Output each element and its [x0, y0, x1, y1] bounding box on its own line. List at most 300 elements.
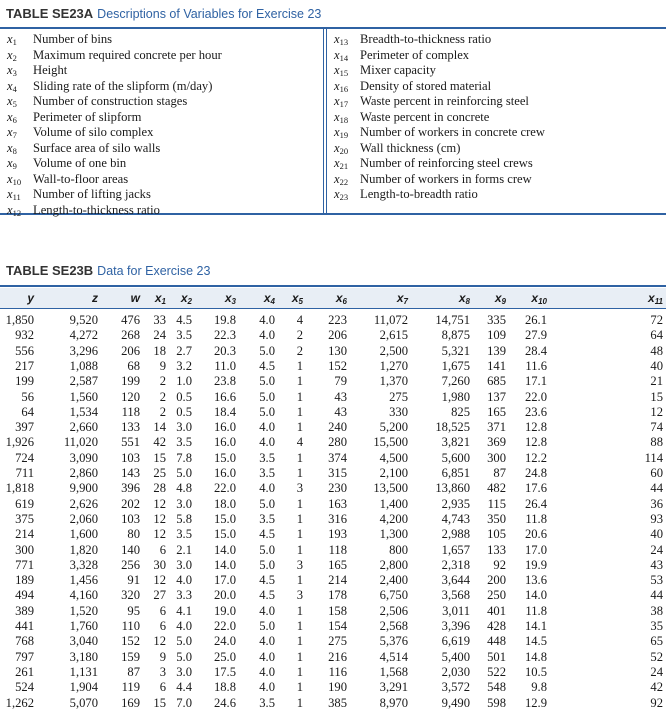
table-cell: 130 — [328, 343, 347, 358]
table-cell: 2,030 — [441, 664, 470, 679]
table-row — [0, 634, 666, 649]
table-cell: 1 — [296, 389, 303, 404]
table-cell: 21 — [650, 374, 663, 389]
table-cell: 482 — [487, 481, 506, 496]
variable-index: 22 — [339, 176, 349, 187]
table-cell: 15.0 — [213, 450, 236, 465]
table-cell: 1 — [296, 358, 303, 373]
table-cell: 13,860 — [435, 481, 470, 496]
variable-description: Mixer capacity — [360, 63, 436, 77]
table-cell: 24 — [650, 542, 663, 557]
table-cell: 159 — [121, 649, 140, 664]
table-cell: 1 — [296, 511, 303, 526]
table-cell: 374 — [328, 450, 347, 465]
variable-description: Waste percent in reinforcing steel — [360, 94, 529, 108]
table-cell: 2.1 — [176, 542, 192, 557]
variable-row — [7, 110, 222, 126]
variable-row — [7, 48, 222, 64]
table-cell: 152 — [328, 358, 347, 373]
variable-symbol: $x_{13}$ — [334, 32, 349, 47]
variable-symbol: $x_{11}$ — [7, 187, 21, 202]
table-cell: 2 — [296, 343, 303, 358]
variable-description: Surface area of silo walls — [33, 140, 161, 155]
variable-symbol: $x_{18}$ — [334, 109, 349, 125]
variable-index: 12 — [12, 207, 22, 218]
variable-row — [7, 79, 222, 95]
variable-index: 17 — [339, 99, 349, 109]
table-row — [0, 328, 666, 343]
table-cell: 193 — [328, 527, 347, 542]
table-cell: 1,300 — [379, 527, 408, 542]
table-a-left-column — [7, 32, 222, 218]
table-cell: 685 — [487, 374, 506, 389]
table-cell: 9 — [159, 358, 166, 373]
table-cell: 3,011 — [442, 603, 470, 618]
table-cell: 3,568 — [441, 588, 470, 603]
table-cell: 12 — [153, 511, 166, 526]
table-cell: 116 — [328, 664, 347, 679]
table-cell: 5.0 — [176, 649, 192, 664]
table-a-divider — [323, 29, 324, 213]
variable-index: 2 — [12, 52, 17, 63]
table-b-label: TABLE SE23B — [6, 263, 94, 278]
table-cell: 137 — [487, 389, 506, 404]
table-cell: 4 — [296, 435, 303, 450]
table-cell: 44 — [650, 481, 663, 496]
table-cell: 206 — [328, 328, 347, 343]
column-header: z — [92, 291, 98, 305]
table-cell: 119 — [121, 680, 140, 695]
table-cell: 16.0 — [213, 466, 236, 480]
table-row — [0, 451, 666, 466]
table-cell: 189 — [15, 573, 34, 588]
table-cell: 556 — [15, 343, 34, 358]
variable-symbol: $x_5$ — [7, 94, 17, 109]
table-cell: 825 — [451, 404, 470, 419]
table-row — [0, 619, 666, 634]
table-cell: 2 — [296, 328, 303, 343]
table-cell: 385 — [328, 695, 347, 710]
table-cell: 11,020 — [63, 435, 98, 450]
table-cell: 315 — [328, 466, 347, 480]
table-cell: 11.0 — [214, 358, 236, 373]
variable-description: Height — [33, 63, 68, 77]
table-cell: 114 — [644, 450, 663, 465]
variable-row — [334, 156, 545, 172]
variable-index: 1 — [12, 37, 17, 47]
table-cell: 9 — [159, 649, 166, 664]
table-a-title — [6, 5, 321, 23]
table-row — [0, 543, 666, 558]
table-cell: 300 — [487, 450, 506, 465]
table-cell: 17.0 — [524, 542, 547, 557]
table-cell: 5.0 — [259, 404, 275, 419]
column-header-index: 9 — [501, 297, 506, 306]
table-cell: 30 — [153, 557, 166, 572]
variable-symbol: $x_2$ — [7, 47, 17, 63]
variable-description: Number of lifting jacks — [33, 187, 151, 201]
table-cell: 3,328 — [69, 557, 98, 572]
table-cell: 12 — [153, 527, 166, 542]
table-cell: 5.0 — [259, 619, 275, 633]
variable-symbol: $x_7$ — [7, 125, 17, 140]
table-row — [0, 497, 666, 512]
table-cell: 1,818 — [5, 481, 34, 496]
table-cell: 3.3 — [176, 588, 192, 603]
table-cell: 1,904 — [69, 680, 98, 695]
variable-symbol: $x_{20}$ — [334, 140, 349, 156]
variable-index: 23 — [339, 192, 349, 202]
table-cell: 42 — [650, 680, 663, 695]
table-cell: 64 — [21, 404, 34, 419]
table-cell: 1,520 — [69, 603, 98, 618]
table-cell: 2,400 — [379, 573, 408, 588]
table-cell: 92 — [650, 695, 663, 710]
table-cell: 1,657 — [441, 542, 470, 557]
table-cell: 5,200 — [379, 420, 408, 435]
table-cell: 16.0 — [213, 420, 236, 435]
table-cell: 139 — [487, 343, 506, 358]
table-cell: 2 — [159, 374, 166, 389]
table-cell: 14.1 — [524, 619, 547, 633]
table-cell: 9,520 — [69, 313, 98, 327]
table-cell: 932 — [15, 328, 34, 343]
table-cell: 548 — [487, 680, 506, 695]
column-header-index: 10 — [538, 297, 547, 306]
table-cell: 369 — [487, 435, 506, 450]
table-cell: 3.0 — [176, 557, 192, 572]
table-cell: 42 — [153, 435, 166, 450]
variable-description: Number of workers in concrete crew — [360, 125, 545, 139]
table-cell: 5.0 — [176, 634, 192, 649]
table-row — [0, 573, 666, 588]
table-cell: 3,040 — [69, 634, 98, 649]
variable-description: Maximum required concrete per hour — [33, 47, 222, 62]
table-cell: 1 — [296, 664, 303, 679]
table-cell: 230 — [328, 481, 347, 496]
table-cell: 24 — [153, 328, 166, 343]
table-cell: 3 — [296, 557, 303, 572]
table-cell: 2,860 — [69, 466, 98, 480]
table-cell: 14.8 — [524, 649, 547, 664]
variable-index: 15 — [339, 68, 349, 78]
table-cell: 6 — [159, 603, 166, 618]
table-cell: 2,500 — [379, 343, 408, 358]
table-cell: 5.0 — [259, 496, 275, 511]
table-cell: 375 — [15, 511, 34, 526]
table-cell: 15 — [153, 450, 166, 465]
table-cell: 4,500 — [379, 450, 408, 465]
table-cell: 92 — [493, 557, 506, 572]
table-cell: 2,988 — [441, 527, 470, 542]
table-cell: 3,821 — [441, 435, 470, 450]
variable-symbol: $x_{19}$ — [334, 125, 349, 140]
table-cell: 163 — [328, 496, 347, 511]
table-cell: 1 — [296, 496, 303, 511]
table-cell: 4.0 — [259, 435, 275, 450]
table-cell: 5.0 — [259, 389, 275, 404]
table-cell: 1,820 — [69, 542, 98, 557]
table-cell: 2,060 — [69, 511, 98, 526]
table-cell: 1,456 — [69, 573, 98, 588]
table-cell: 199 — [121, 374, 140, 389]
variable-symbol: $x_4$ — [7, 78, 17, 94]
table-cell: 26.4 — [524, 496, 547, 511]
variable-row — [334, 32, 545, 48]
table-cell: 3,090 — [69, 450, 98, 465]
variable-symbol: $x_{15}$ — [334, 63, 349, 78]
table-cell: 1 — [296, 619, 303, 633]
variable-symbol: $x_{10}$ — [7, 171, 22, 187]
table-cell: 3.5 — [259, 450, 275, 465]
table-cell: 18,525 — [435, 420, 470, 435]
variable-index: 8 — [12, 145, 17, 156]
table-row — [0, 405, 666, 420]
table-cell: 25 — [153, 466, 166, 480]
table-row — [0, 374, 666, 389]
table-cell: 22.3 — [213, 328, 236, 343]
variable-description: Number of workers in forms crew — [360, 171, 532, 186]
table-cell: 6 — [159, 680, 166, 695]
table-cell: 43 — [650, 557, 663, 572]
table-cell: 14.0 — [524, 588, 547, 603]
variable-row — [334, 48, 545, 64]
table-cell: 300 — [15, 542, 34, 557]
table-cell: 4 — [296, 313, 303, 327]
table-cell: 401 — [487, 603, 506, 618]
table-cell: 158 — [328, 603, 347, 618]
table-cell: 3,396 — [441, 619, 470, 633]
table-cell: 40 — [650, 527, 663, 542]
table-cell: 2,615 — [379, 328, 408, 343]
table-cell: 60 — [650, 466, 663, 480]
table-cell: 3.0 — [176, 496, 192, 511]
table-cell: 5.0 — [259, 343, 275, 358]
table-cell: 4.8 — [176, 481, 192, 496]
table-cell: 9,490 — [441, 695, 470, 710]
table-cell: 4.5 — [259, 588, 275, 603]
table-cell: 3,180 — [69, 649, 98, 664]
table-cell: 217 — [15, 358, 34, 373]
table-cell: 17.5 — [213, 664, 236, 679]
table-cell: 1,270 — [379, 358, 408, 373]
variable-row — [334, 94, 545, 110]
variable-description: Wall thickness (cm) — [360, 140, 461, 155]
table-cell: 28 — [153, 481, 166, 496]
table-cell: 20.6 — [524, 527, 547, 542]
variable-row — [7, 125, 222, 141]
table-cell: 48 — [650, 343, 663, 358]
table-cell: 522 — [487, 664, 506, 679]
column-header: $x_5$ — [291, 291, 303, 306]
table-cell: 12 — [650, 404, 663, 419]
variable-row — [334, 79, 545, 95]
variable-description: Number of bins — [33, 32, 113, 46]
table-cell: 16.6 — [213, 389, 236, 404]
table-cell: 4,743 — [441, 511, 470, 526]
table-cell: 199 — [15, 374, 34, 389]
table-row — [0, 527, 666, 542]
table-cell: 1,560 — [69, 389, 98, 404]
table-cell: 1,534 — [69, 404, 98, 419]
table-cell: 350 — [487, 511, 506, 526]
table-cell: 16.0 — [213, 435, 236, 450]
variable-index: 9 — [12, 161, 17, 171]
table-cell: 3.0 — [176, 664, 192, 679]
table-cell: 5,321 — [441, 343, 470, 358]
table-cell: 1 — [296, 404, 303, 419]
variable-symbol: $x_3$ — [7, 63, 17, 78]
table-cell: 598 — [487, 695, 506, 710]
table-cell: 2,660 — [69, 420, 98, 435]
variable-description: Number of construction stages — [33, 94, 188, 108]
table-cell: 1,675 — [441, 358, 470, 373]
table-cell: 17.1 — [524, 374, 547, 389]
table-cell: 24.0 — [213, 634, 236, 649]
column-header: $x_{11}$ — [648, 291, 663, 306]
table-cell: 133 — [121, 420, 140, 435]
table-cell: 53 — [650, 573, 663, 588]
table-cell: 797 — [15, 649, 34, 664]
table-cell: 5.0 — [259, 374, 275, 389]
variable-description: Volume of one bin — [33, 156, 127, 170]
variable-index: 21 — [339, 161, 349, 171]
table-cell: 428 — [487, 619, 506, 633]
variable-row — [7, 187, 222, 203]
column-header: $x_8$ — [458, 291, 470, 306]
table-a-divider — [326, 29, 327, 213]
column-header: w — [130, 291, 140, 305]
variable-row — [334, 172, 545, 188]
table-cell: 5,376 — [379, 634, 408, 649]
table-cell: 5,070 — [69, 695, 98, 710]
table-cell: 4.0 — [259, 649, 275, 664]
table-cell: 397 — [15, 420, 34, 435]
variable-row — [7, 32, 222, 48]
table-cell: 118 — [328, 542, 347, 557]
variable-index: 10 — [12, 176, 22, 187]
table-cell: 330 — [389, 404, 408, 419]
table-cell: 13.6 — [524, 573, 547, 588]
table-cell: 165 — [328, 557, 347, 572]
variable-symbol: $x_{17}$ — [334, 94, 349, 109]
table-cell: 4.0 — [259, 634, 275, 649]
variable-row — [7, 63, 222, 79]
column-header-index: 3 — [231, 297, 236, 306]
table-cell: 165 — [487, 404, 506, 419]
table-cell: 40 — [650, 358, 663, 373]
table-cell: 524 — [15, 680, 34, 695]
table-cell: 12.8 — [524, 435, 547, 450]
variable-row — [334, 125, 545, 141]
table-cell: 74 — [650, 420, 663, 435]
table-cell: 115 — [487, 496, 506, 511]
table-cell: 26.1 — [524, 313, 547, 327]
table-cell: 335 — [487, 313, 506, 327]
table-b-top-rule — [0, 285, 666, 287]
table-cell: 87 — [127, 664, 140, 679]
table-b-caption: Data for Exercise 23 — [97, 264, 211, 278]
table-cell: 4.5 — [176, 313, 192, 327]
variable-index: 7 — [12, 130, 17, 140]
table-cell: 22.0 — [213, 481, 236, 496]
variable-symbol: $x_6$ — [7, 109, 17, 125]
table-cell: 24 — [650, 664, 663, 679]
table-cell: 105 — [487, 527, 506, 542]
table-cell: 1,760 — [69, 619, 98, 633]
variable-description: Volume of silo complex — [33, 125, 154, 139]
table-cell: 4.0 — [176, 573, 192, 588]
table-cell: 1,370 — [379, 374, 408, 389]
table-cell: 4.0 — [176, 619, 192, 633]
table-cell: 6,851 — [441, 466, 470, 480]
table-cell: 3,291 — [379, 680, 408, 695]
table-cell: 9.8 — [531, 680, 547, 695]
table-cell: 1 — [296, 695, 303, 710]
table-cell: 35 — [650, 619, 663, 633]
table-a-label: TABLE SE23A — [6, 6, 94, 21]
table-cell: 3,296 — [69, 343, 98, 358]
variable-row — [334, 63, 545, 79]
table-cell: 11.8 — [525, 603, 547, 618]
table-cell: 6 — [159, 542, 166, 557]
variable-description: Sliding rate of the slipform (m/day) — [33, 78, 213, 93]
table-cell: 154 — [328, 619, 347, 633]
table-cell: 2,506 — [379, 603, 408, 618]
variable-symbol: $x_{21}$ — [334, 156, 349, 171]
table-cell: 2,100 — [379, 466, 408, 480]
table-row — [0, 512, 666, 527]
table-cell: 5.0 — [176, 466, 192, 480]
table-cell: 800 — [389, 542, 408, 557]
table-cell: 87 — [493, 466, 506, 480]
table-cell: 6,750 — [379, 588, 408, 603]
table-cell: 1 — [296, 649, 303, 664]
table-cell: 20.0 — [213, 588, 236, 603]
table-cell: 12.9 — [524, 695, 547, 710]
table-cell: 12.2 — [524, 450, 547, 465]
table-cell: 771 — [15, 557, 34, 572]
table-cell: 103 — [121, 450, 140, 465]
table-cell: 118 — [121, 404, 140, 419]
table-cell: 11,072 — [373, 313, 408, 327]
column-header-index: 6 — [342, 297, 347, 306]
table-cell: 1,850 — [5, 313, 34, 327]
table-cell: 1,400 — [379, 496, 408, 511]
table-cell: 33 — [153, 313, 166, 327]
table-cell: 2 — [159, 404, 166, 419]
table-cell: 120 — [121, 389, 140, 404]
table-cell: 28.4 — [524, 343, 547, 358]
table-cell: 316 — [328, 511, 347, 526]
table-cell: 2,935 — [441, 496, 470, 511]
table-cell: 64 — [650, 328, 663, 343]
table-cell: 12 — [153, 573, 166, 588]
column-header-index: 4 — [270, 297, 275, 306]
variable-row — [334, 187, 545, 203]
column-header-index: 8 — [465, 297, 470, 306]
column-header: $x_6$ — [335, 291, 347, 306]
table-row — [0, 481, 666, 496]
table-cell: 14.0 — [213, 557, 236, 572]
table-cell: 7.0 — [176, 695, 192, 710]
variable-symbol: $x_{14}$ — [334, 47, 349, 63]
table-cell: 4.4 — [176, 680, 192, 695]
table-cell: 13,500 — [373, 481, 408, 496]
table-b-title — [6, 262, 210, 280]
column-header: $x_2$ — [180, 291, 192, 306]
variable-index: 16 — [339, 83, 349, 94]
